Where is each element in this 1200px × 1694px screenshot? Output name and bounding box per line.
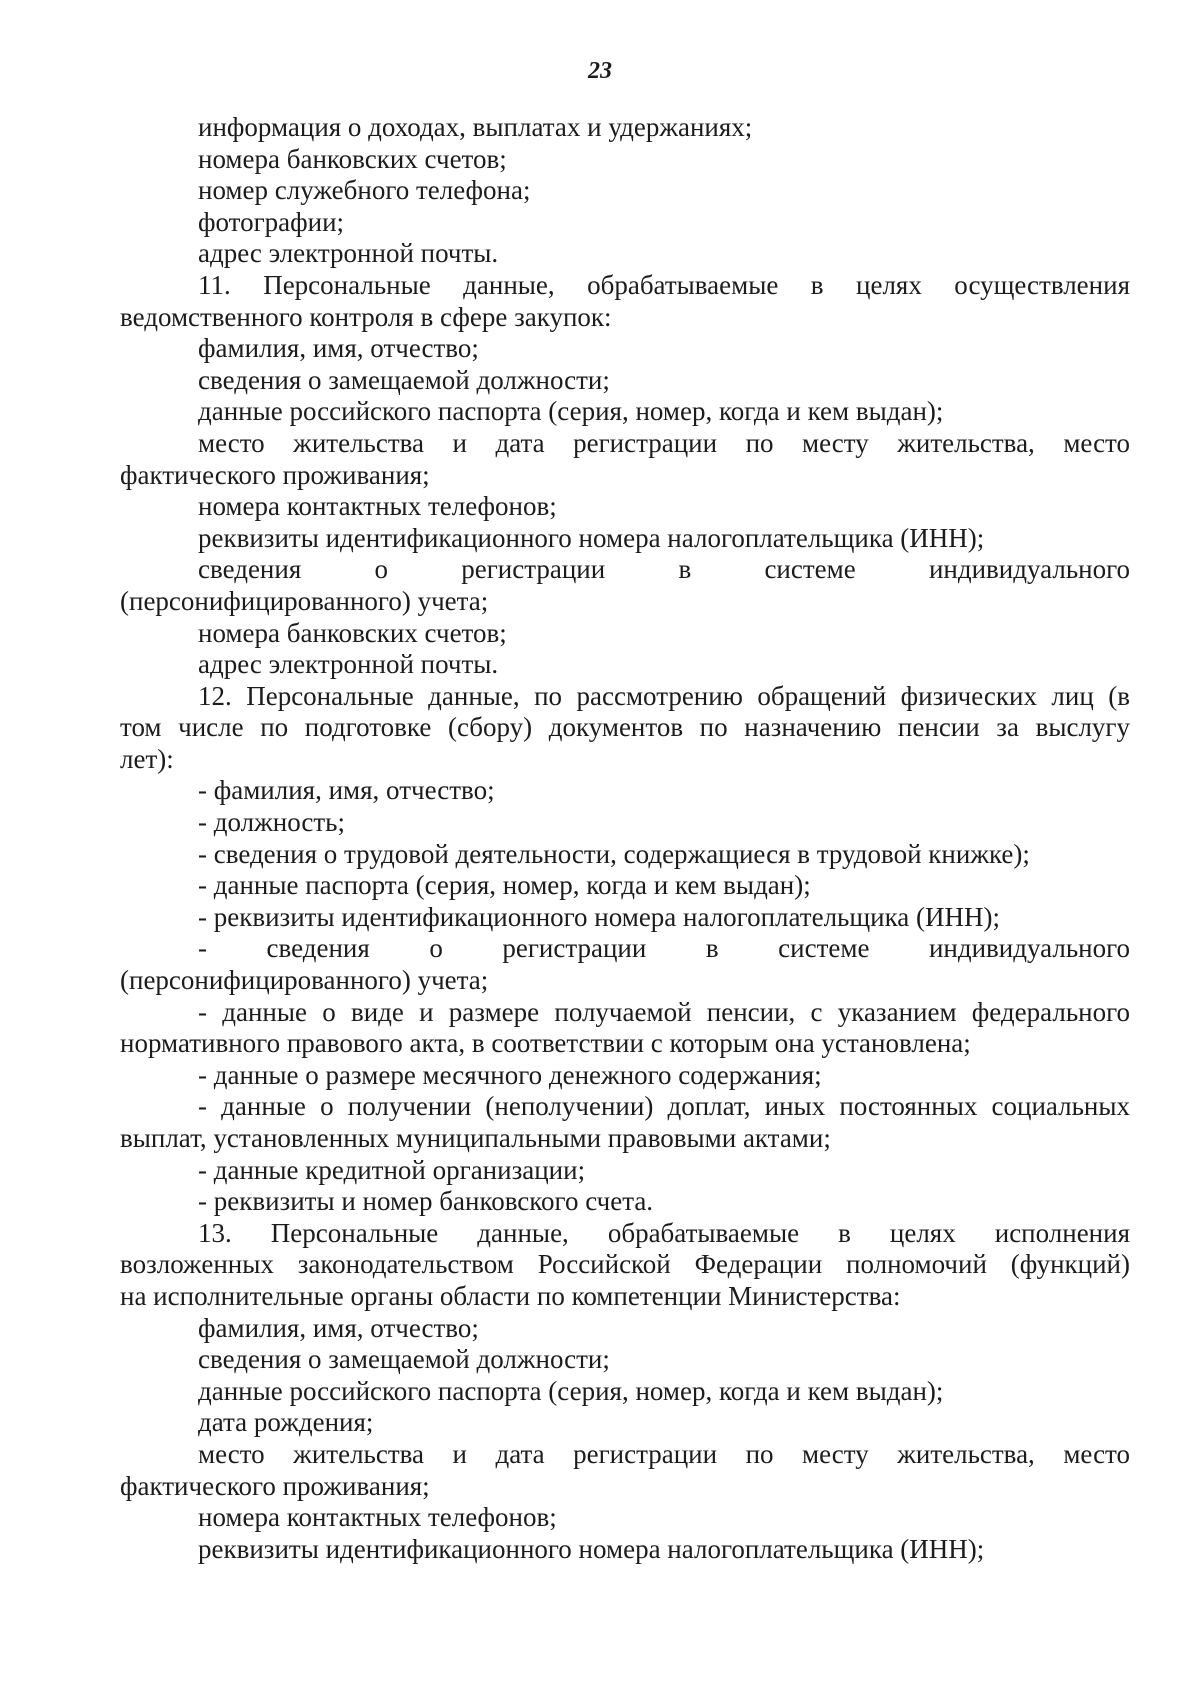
text-line: дата рождения;	[198, 1407, 374, 1438]
text-line: возложенных законодательством Российской Федерации полномочий (функций)	[120, 1249, 1130, 1280]
text-line: - фамилия, имя, отчество;	[198, 775, 495, 806]
text-line: фамилия, имя, отчество;	[198, 1312, 479, 1343]
text-line: (персонифицированного) учета;	[120, 585, 489, 616]
text-line: данные российского паспорта (серия, номер, когда и кем выдан);	[198, 1375, 944, 1406]
text-line: адрес электронной почты.	[198, 238, 499, 269]
text-line: сведения о регистрации в системе индивидуального	[198, 554, 1130, 585]
text-line: выплат, установленных муниципальными правовыми актами;	[120, 1123, 831, 1153]
text-line: адрес электронной почты.	[198, 649, 499, 680]
document-body	[120, 112, 1130, 1565]
text-line: сведения о замещаемой должности;	[198, 1344, 610, 1375]
text-line: том числе по подготовке (сбору) документов по назначению пенсии за выслугу	[120, 712, 1130, 743]
text-line: место жительства и дата регистрации по месту жительства, место	[198, 1438, 1130, 1469]
text-line: номера банковских счетов;	[198, 617, 507, 648]
text-line: фактического проживания;	[120, 459, 430, 490]
text-line: номера банковских счетов;	[198, 143, 507, 174]
text-line: фактического проживания;	[120, 1470, 430, 1501]
text-line: на исполнительные органы области по компетенции Министерства:	[120, 1280, 901, 1311]
text-line: данные российского паспорта (серия, номер, когда и кем выдан);	[198, 396, 944, 427]
text-line: - данные о получении (неполучении) доплат, иных постоянных социальных	[198, 1091, 1130, 1122]
text-line: 11. Персональные данные, обрабатываемые в целях осуществления	[198, 269, 1130, 300]
text-line: место жительства и дата регистрации по месту жительства, место	[198, 427, 1130, 458]
text-line: информация о доходах, выплатах и удержаниях;	[198, 112, 753, 142]
page-number: 23	[588, 58, 612, 84]
text-line: реквизиты идентификационного номера налогоплательщика (ИНН);	[198, 1533, 985, 1564]
text-line: - сведения о регистрации в системе индивидуального	[198, 933, 1130, 964]
text-line: - данные о размере месячного денежного содержания;	[198, 1059, 822, 1090]
text-line: реквизиты идентификационного номера налогоплательщика (ИНН);	[198, 522, 985, 553]
text-line: фамилия, имя, отчество;	[198, 333, 479, 364]
text-line: сведения о замещаемой должности;	[198, 364, 610, 395]
text-line: номер служебного телефона;	[198, 175, 531, 206]
text-line: номера контактных телефонов;	[198, 1502, 557, 1533]
text-line: 13. Персональные данные, обрабатываемые в целях исполнения	[198, 1217, 1130, 1248]
text-line: - данные паспорта (серия, номер, когда и кем выдан);	[198, 870, 811, 901]
text-line: (персонифицированного) учета;	[120, 965, 489, 996]
text-line: - реквизиты идентификационного номера налогоплательщика (ИНН);	[198, 901, 1001, 932]
text-line: нормативного правового акта, в соответствии с которым она установлена;	[120, 1028, 971, 1059]
text-line: 12. Персональные данные, по рассмотрению обращений физических лиц (в	[198, 680, 1130, 711]
text-line: - данные о виде и размере получаемой пенсии, с указанием федерального	[198, 996, 1130, 1027]
text-line: - должность;	[198, 807, 345, 838]
text-line: - сведения о трудовой деятельности, содержащиеся в трудовой книжке);	[198, 838, 1030, 869]
text-line: лет):	[120, 743, 174, 774]
text-line: фотографии;	[198, 206, 345, 237]
text-line: ведомственного контроля в сфере закупок:	[120, 301, 612, 332]
text-line: номера контактных телефонов;	[198, 491, 557, 522]
text-line: - реквизиты и номер банковского счета.	[198, 1186, 654, 1217]
text-line: - данные кредитной организации;	[198, 1154, 586, 1185]
